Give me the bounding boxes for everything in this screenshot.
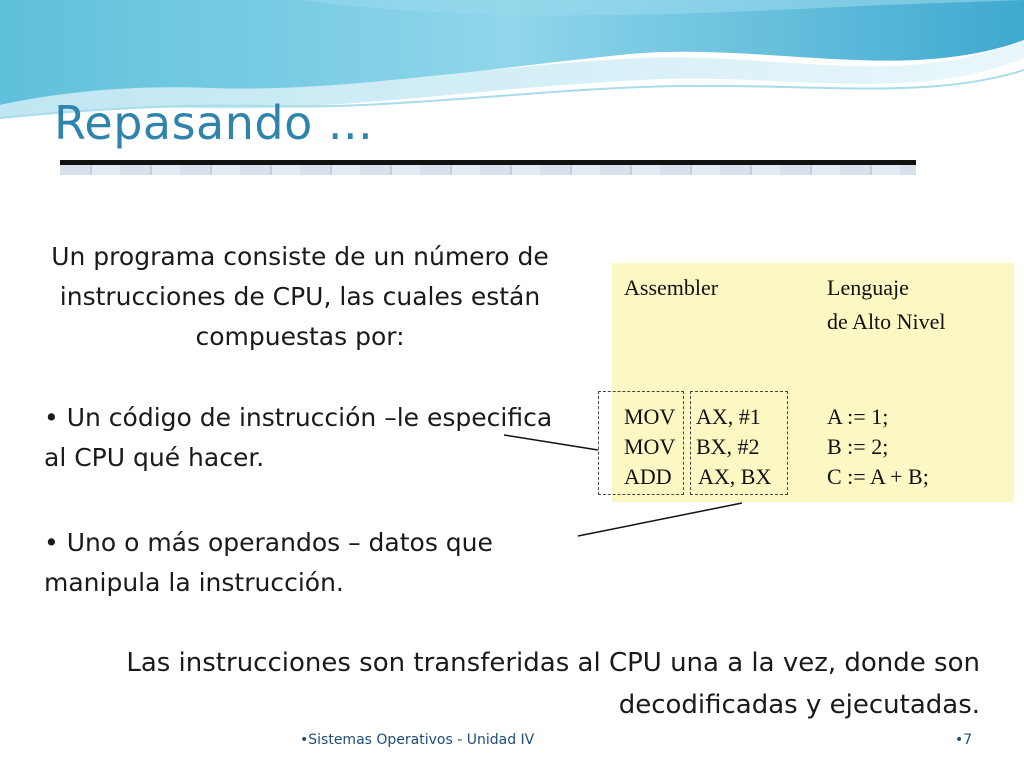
hll-line: A := 1; [827,404,889,429]
operand-line: BX, #2 [696,434,760,459]
title-decorative-strip [60,165,916,175]
opcode-line: ADD [624,464,672,489]
hll-header-line1: Lenguaje [827,275,909,300]
intro-paragraph: Un programa consiste de un número de instrucciones de CPU, las cuales están compuestas por: [51,242,549,351]
footer-course: •Sistemas Operativos - Unidad IV [300,732,535,748]
assembler-header: Assembler [624,275,719,300]
hll-line: B := 2; [827,434,889,459]
hll-header-line2: de Alto Nivel [827,309,946,334]
footer-page-number: •7 [955,732,973,748]
bullet-opcode: • Un código de instrucción –le especifica al CPU qué hacer. [44,403,553,472]
code-comparison-box [612,263,1014,502]
hll-line: C := A + B; [827,464,929,489]
conclusion-paragraph: Las instrucciones son transferidas al CPU una a la vez, donde son decodificadas y ejecutadas. [126,648,980,720]
operand-line: AX, #1 [696,404,761,429]
slide-title: Repasando ... [54,96,374,150]
operand-line: AX, BX [698,464,772,489]
operand-connector-line [578,503,742,536]
opcode-line: MOV [624,434,676,459]
opcode-line: MOV [624,404,676,429]
bullet-operands: • Uno o más operandos – datos que manipula la instrucción. [44,528,493,597]
